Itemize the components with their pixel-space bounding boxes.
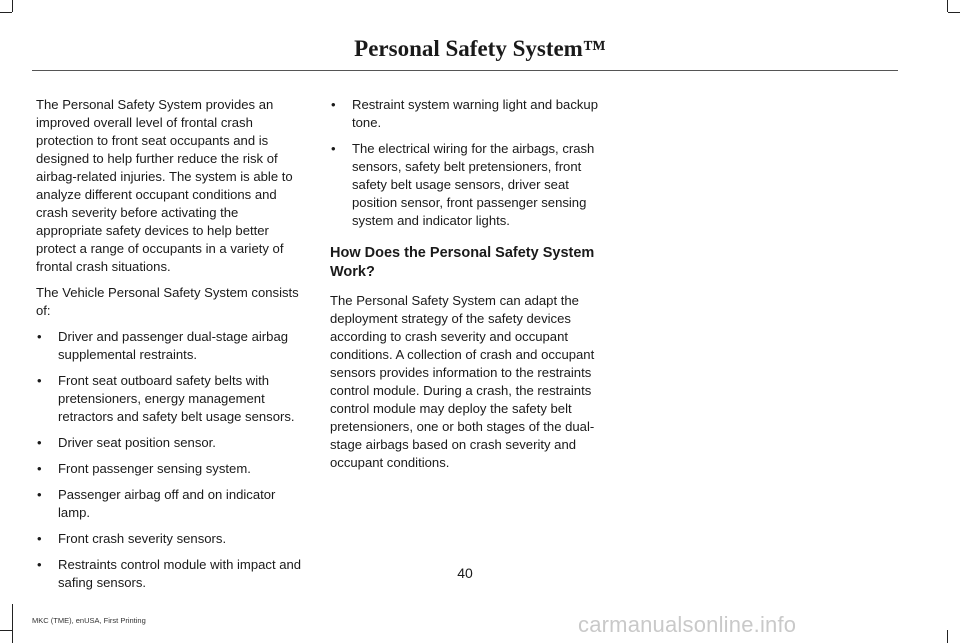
consists-of-paragraph: The Vehicle Personal Safety System consists of: xyxy=(36,285,299,318)
left-column xyxy=(36,96,306,600)
bullet-icon: • xyxy=(37,329,42,344)
bullet-icon: • xyxy=(331,141,336,156)
watermark: carmanualsonline.info xyxy=(578,612,797,637)
footer-note: MKC (TME), enUSA, First Printing xyxy=(32,616,146,625)
list-item: • Driver seat position sensor. xyxy=(37,435,216,450)
list-item: • Front passenger sensing system. xyxy=(37,461,251,476)
bullet-icon: • xyxy=(37,435,42,450)
crop-mark xyxy=(12,604,13,643)
right-column xyxy=(330,96,600,480)
component-list xyxy=(36,328,306,592)
crop-mark xyxy=(0,12,12,13)
bullet-icon: • xyxy=(37,557,42,572)
list-item: • Passenger airbag off and on indicator lamp. xyxy=(37,487,276,520)
crop-mark xyxy=(948,12,960,13)
bullet-icon: • xyxy=(331,97,336,112)
list-item: • Driver and passenger dual-stage airbag supplemental restraints. xyxy=(37,329,289,362)
bullet-icon: • xyxy=(37,373,42,388)
header-divider xyxy=(32,70,898,71)
crop-mark xyxy=(12,0,13,12)
bullet-icon: • xyxy=(37,531,42,546)
crop-mark xyxy=(0,630,12,631)
component-list-continued xyxy=(330,96,600,230)
page-title: Personal Safety System™ xyxy=(354,36,606,61)
page-number: 40 xyxy=(457,565,473,581)
crop-mark xyxy=(947,630,948,643)
list-item: • Front seat outboard safety belts with pretensioners, energy management retractors and safety belt usage sensors. xyxy=(37,373,295,424)
section-body: The Personal Safety System can adapt the deployment strategy of the safety devices according to crash severity and occupant conditions. A collection of crash and occupant sensors provides information to the restraints control module. During a crash, the restraints control module may deploy the safety belt pretensioners, one or both stages of the dual-stage airbags based on crash severity and occupant conditions. xyxy=(330,293,595,470)
list-item: • Restraint system warning light and backup tone. xyxy=(331,97,598,130)
bullet-icon: • xyxy=(37,487,42,502)
intro-paragraph: The Personal Safety System provides an improved overall level of frontal crash protection to front seat occupants and is designed to help further reduce the risk of airbag-related injuries. The system is able to analyze different occupant conditions and crash severity before activating the appropriate safety devices to help better protect a range of occupants in a variety of frontal crash situations. xyxy=(36,97,293,274)
list-item: • The electrical wiring for the airbags, crash sensors, safety belt pretensioners, front safety belt usage sensors, driver seat position sensor, front passenger sensing system and indicator lights. xyxy=(331,141,595,228)
bullet-icon: • xyxy=(37,461,42,476)
list-item: • Restraints control module with impact and safing sensors. xyxy=(37,557,302,590)
list-item: • Front crash severity sensors. xyxy=(37,531,227,546)
section-heading: How Does the Personal Safety System Work? xyxy=(330,245,595,280)
crop-mark xyxy=(947,0,948,12)
